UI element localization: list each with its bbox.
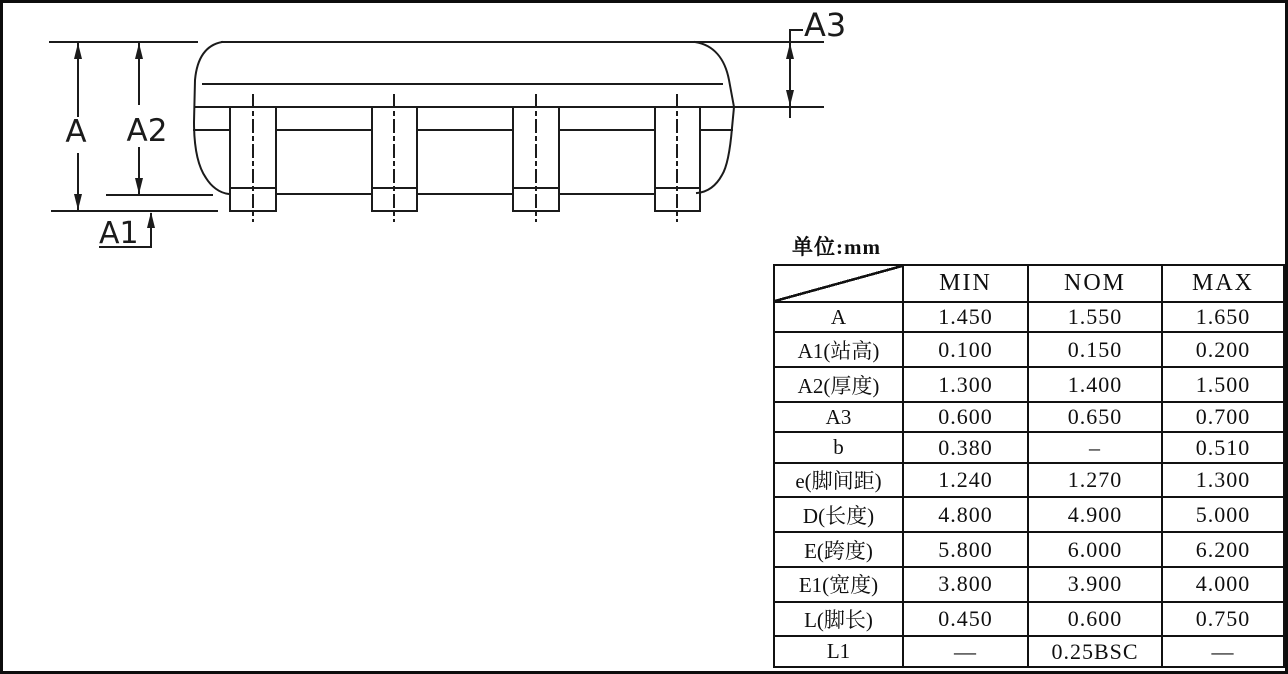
nom-value: 1.270	[1028, 463, 1162, 498]
max-value: 0.200	[1162, 332, 1284, 367]
column-header-max: MAX	[1162, 265, 1284, 302]
dim-a2-label: A2	[126, 113, 168, 149]
nom-value: 3.900	[1028, 567, 1162, 602]
lead-3	[513, 95, 559, 221]
nom-value: 4.900	[1028, 497, 1162, 532]
lead-2	[372, 95, 417, 221]
min-value: 0.380	[903, 432, 1028, 462]
max-value: 1.500	[1162, 367, 1284, 402]
dim-a-arrow-down	[74, 194, 82, 210]
row-label: e(脚间距)	[774, 463, 903, 498]
nom-value: 0.25BSC	[1028, 636, 1162, 667]
row-label: L1	[774, 636, 903, 667]
min-value: 3.800	[903, 567, 1028, 602]
min-value: 1.450	[903, 302, 1028, 332]
row-label: A1(站高)	[774, 332, 903, 367]
dim-a3-arrow-up	[786, 43, 794, 59]
dimension-table-wrap	[773, 264, 1285, 668]
min-value: 1.300	[903, 367, 1028, 402]
nom-value: 6.000	[1028, 532, 1162, 567]
nom-value: 0.600	[1028, 602, 1162, 637]
table-row	[774, 567, 1284, 602]
min-value: 0.450	[903, 602, 1028, 637]
nom-value: 1.550	[1028, 302, 1162, 332]
table-row	[774, 332, 1284, 367]
unit-label: 单位:mm	[792, 235, 881, 259]
row-label: b	[774, 432, 903, 462]
dim-a3-label: A3	[804, 6, 847, 44]
min-value: —	[903, 636, 1028, 667]
table-row	[774, 302, 1284, 332]
lead-1	[230, 95, 276, 221]
nom-value: –	[1028, 432, 1162, 462]
max-value: 1.650	[1162, 302, 1284, 332]
header-row	[774, 265, 1284, 302]
min-value: 0.600	[903, 402, 1028, 432]
dim-a-arrow-up	[74, 43, 82, 59]
corner-diagonal-cell	[774, 265, 903, 302]
row-label: E1(宽度)	[774, 567, 903, 602]
dim-a3-line	[790, 30, 802, 117]
table-row	[774, 636, 1284, 667]
dim-a1-arrow-up	[147, 212, 155, 228]
max-value: 0.700	[1162, 402, 1284, 432]
row-label: A	[774, 302, 903, 332]
table-row	[774, 532, 1284, 567]
min-value: 0.100	[903, 332, 1028, 367]
body-left-profile	[194, 42, 229, 194]
table-row	[774, 463, 1284, 498]
table-row	[774, 402, 1284, 432]
table-row	[774, 432, 1284, 462]
min-value: 1.240	[903, 463, 1028, 498]
min-value: 4.800	[903, 497, 1028, 532]
row-label: L(脚长)	[774, 602, 903, 637]
max-value: 5.000	[1162, 497, 1284, 532]
column-header-min: MIN	[903, 265, 1028, 302]
dim-a1-label: A1	[99, 216, 139, 251]
nom-value: 0.650	[1028, 402, 1162, 432]
min-value: 5.800	[903, 532, 1028, 567]
table-row	[774, 602, 1284, 637]
row-label: A2(厚度)	[774, 367, 903, 402]
row-label: D(长度)	[774, 497, 903, 532]
dim-a2-arrow-up	[135, 43, 143, 59]
max-value: 4.000	[1162, 567, 1284, 602]
column-header-nom: NOM	[1028, 265, 1162, 302]
dimension-table	[773, 264, 1285, 668]
table-row	[774, 367, 1284, 402]
max-value: 0.750	[1162, 602, 1284, 637]
package-side-view-drawing	[0, 0, 870, 260]
row-label: A3	[774, 402, 903, 432]
dim-a2-arrow-down	[135, 178, 143, 194]
table-row	[774, 497, 1284, 532]
max-value: —	[1162, 636, 1284, 667]
nom-value: 1.400	[1028, 367, 1162, 402]
max-value: 1.300	[1162, 463, 1284, 498]
dim-a3-arrow-down	[786, 90, 794, 106]
dim-a-label: A	[65, 114, 87, 150]
nom-value: 0.150	[1028, 332, 1162, 367]
max-value: 6.200	[1162, 532, 1284, 567]
max-value: 0.510	[1162, 432, 1284, 462]
lead-4	[655, 95, 700, 221]
row-label: E(跨度)	[774, 532, 903, 567]
